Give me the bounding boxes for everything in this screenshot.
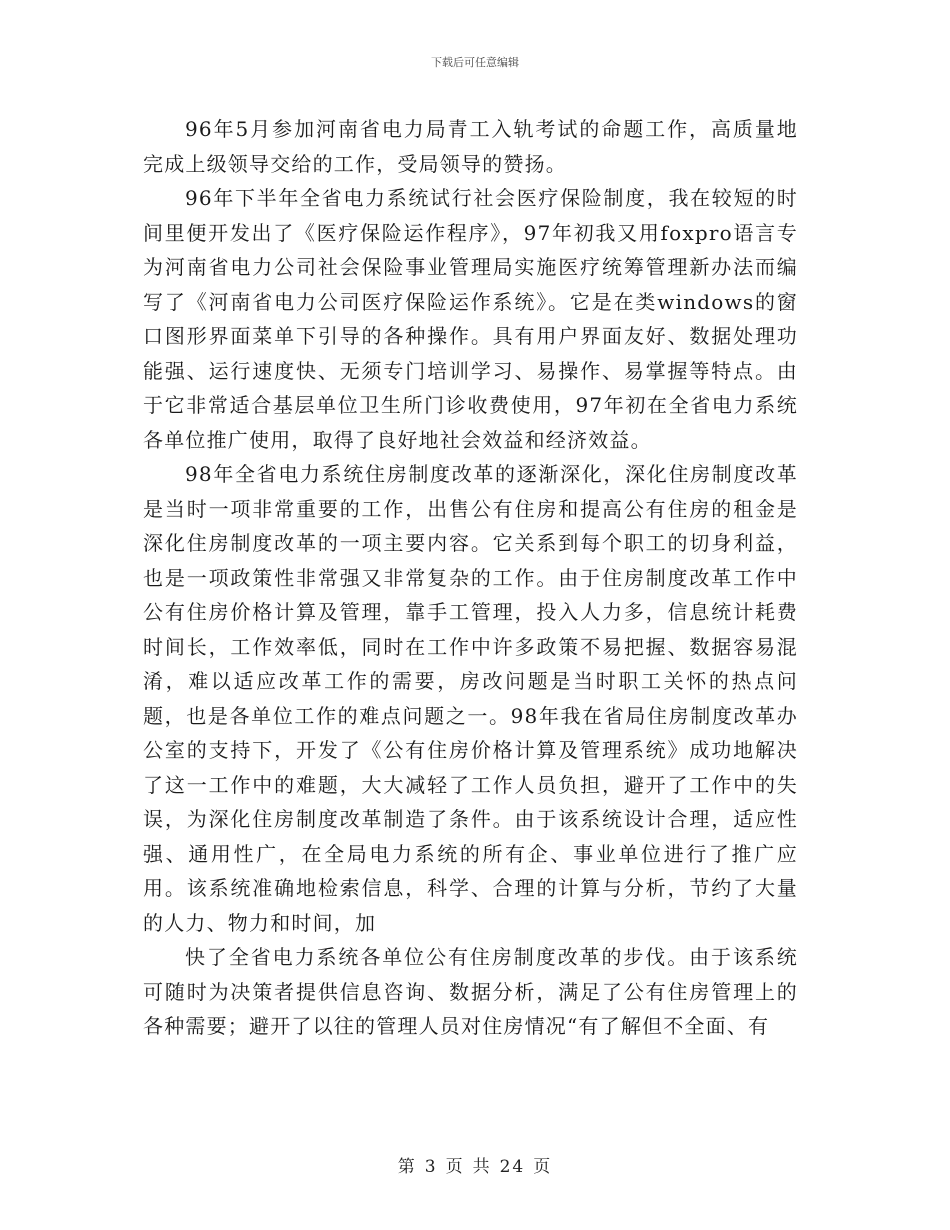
page-footer (0, 1152, 950, 1177)
footer-page-prefix: 第 (397, 1157, 417, 1177)
footer-page-number: 3 (424, 1157, 438, 1177)
paragraph: 96年5月参加河南省电力局青工入轨考试的命题工作，高质量地完成上级领导交给的工作，受局领导的赞扬。 (143, 117, 798, 176)
paragraph: 98年全省电力系统住房制度改革的逐渐深化，深化住房制度改革是当时一项非常重要的工作，出售公有住房和提高公有住房的租金是深化住房制度改革的一项主要内容。它关系到每个职工的切身利益，也是一项政策性非常强又非常复杂的工作。由于住房制度改革工作中公有住房价格计算及管理，靠手工管理，投入人力多，信息统计耗费时间长，工作效率低，同时在工作中许多政策不易把握、数据容易混淆，难以适应改革工作的需要，房改问题是当时职工关怀的热点问题，也是各单位工作的难点问题之一。98年我在省局住房制度改革办公室的支持下，开发了《公有住房价格计算及管理系统》成功地解决了这一工作中的难题，大大减轻了工作人员负担，避开了工作中的失误，为深化住房制度改革制造了条件。由于该系统设计合理，适应性强、通用性广，在全局电力系统的所有企、事业单位进行了推广应用。该系统准确地检索信息，科学、合理的计算与分析，节约了大量的人力、物力和时间，加 (143, 462, 798, 935)
page-header (0, 54, 950, 70)
header-note: 下载后可任意编辑 (431, 56, 519, 69)
document-body (143, 112, 798, 1044)
footer-total-prefix: 共 (472, 1157, 492, 1177)
footer-page-mid: 页 (445, 1157, 465, 1177)
paragraph: 快了全省电力系统各单位公有住房制度改革的步伐。由于该系统可随时为决策者提供信息咨询、数据分析，满足了公有住房管理上的各种需要；避开了以往的管理人员对住房情况“有了解但不全面、有 (143, 945, 798, 1038)
footer-total-suffix: 页 (533, 1157, 553, 1177)
footer-total-pages: 24 (499, 1157, 526, 1177)
paragraph: 96年下半年全省电力系统试行社会医疗保险制度，我在较短的时间里便开发出了《医疗保险运作程序》，97年初我又用foxpro语言专为河南省电力公司社会保险事业管理局实施医疗统筹管理新办法而编写了《河南省电力公司医疗保险运作系统》。它是在类windows的窗口图形界面菜单下引导的各种操作。具有用户界面友好、数据处理功能强、运行速度快、无须专门培训学习、易操作、易掌握等特点。由于它非常适合基层单位卫生所门诊收费使用，97年初在全省电力系统各单位推广使用，取得了良好地社会效益和经济效益。 (143, 186, 798, 452)
